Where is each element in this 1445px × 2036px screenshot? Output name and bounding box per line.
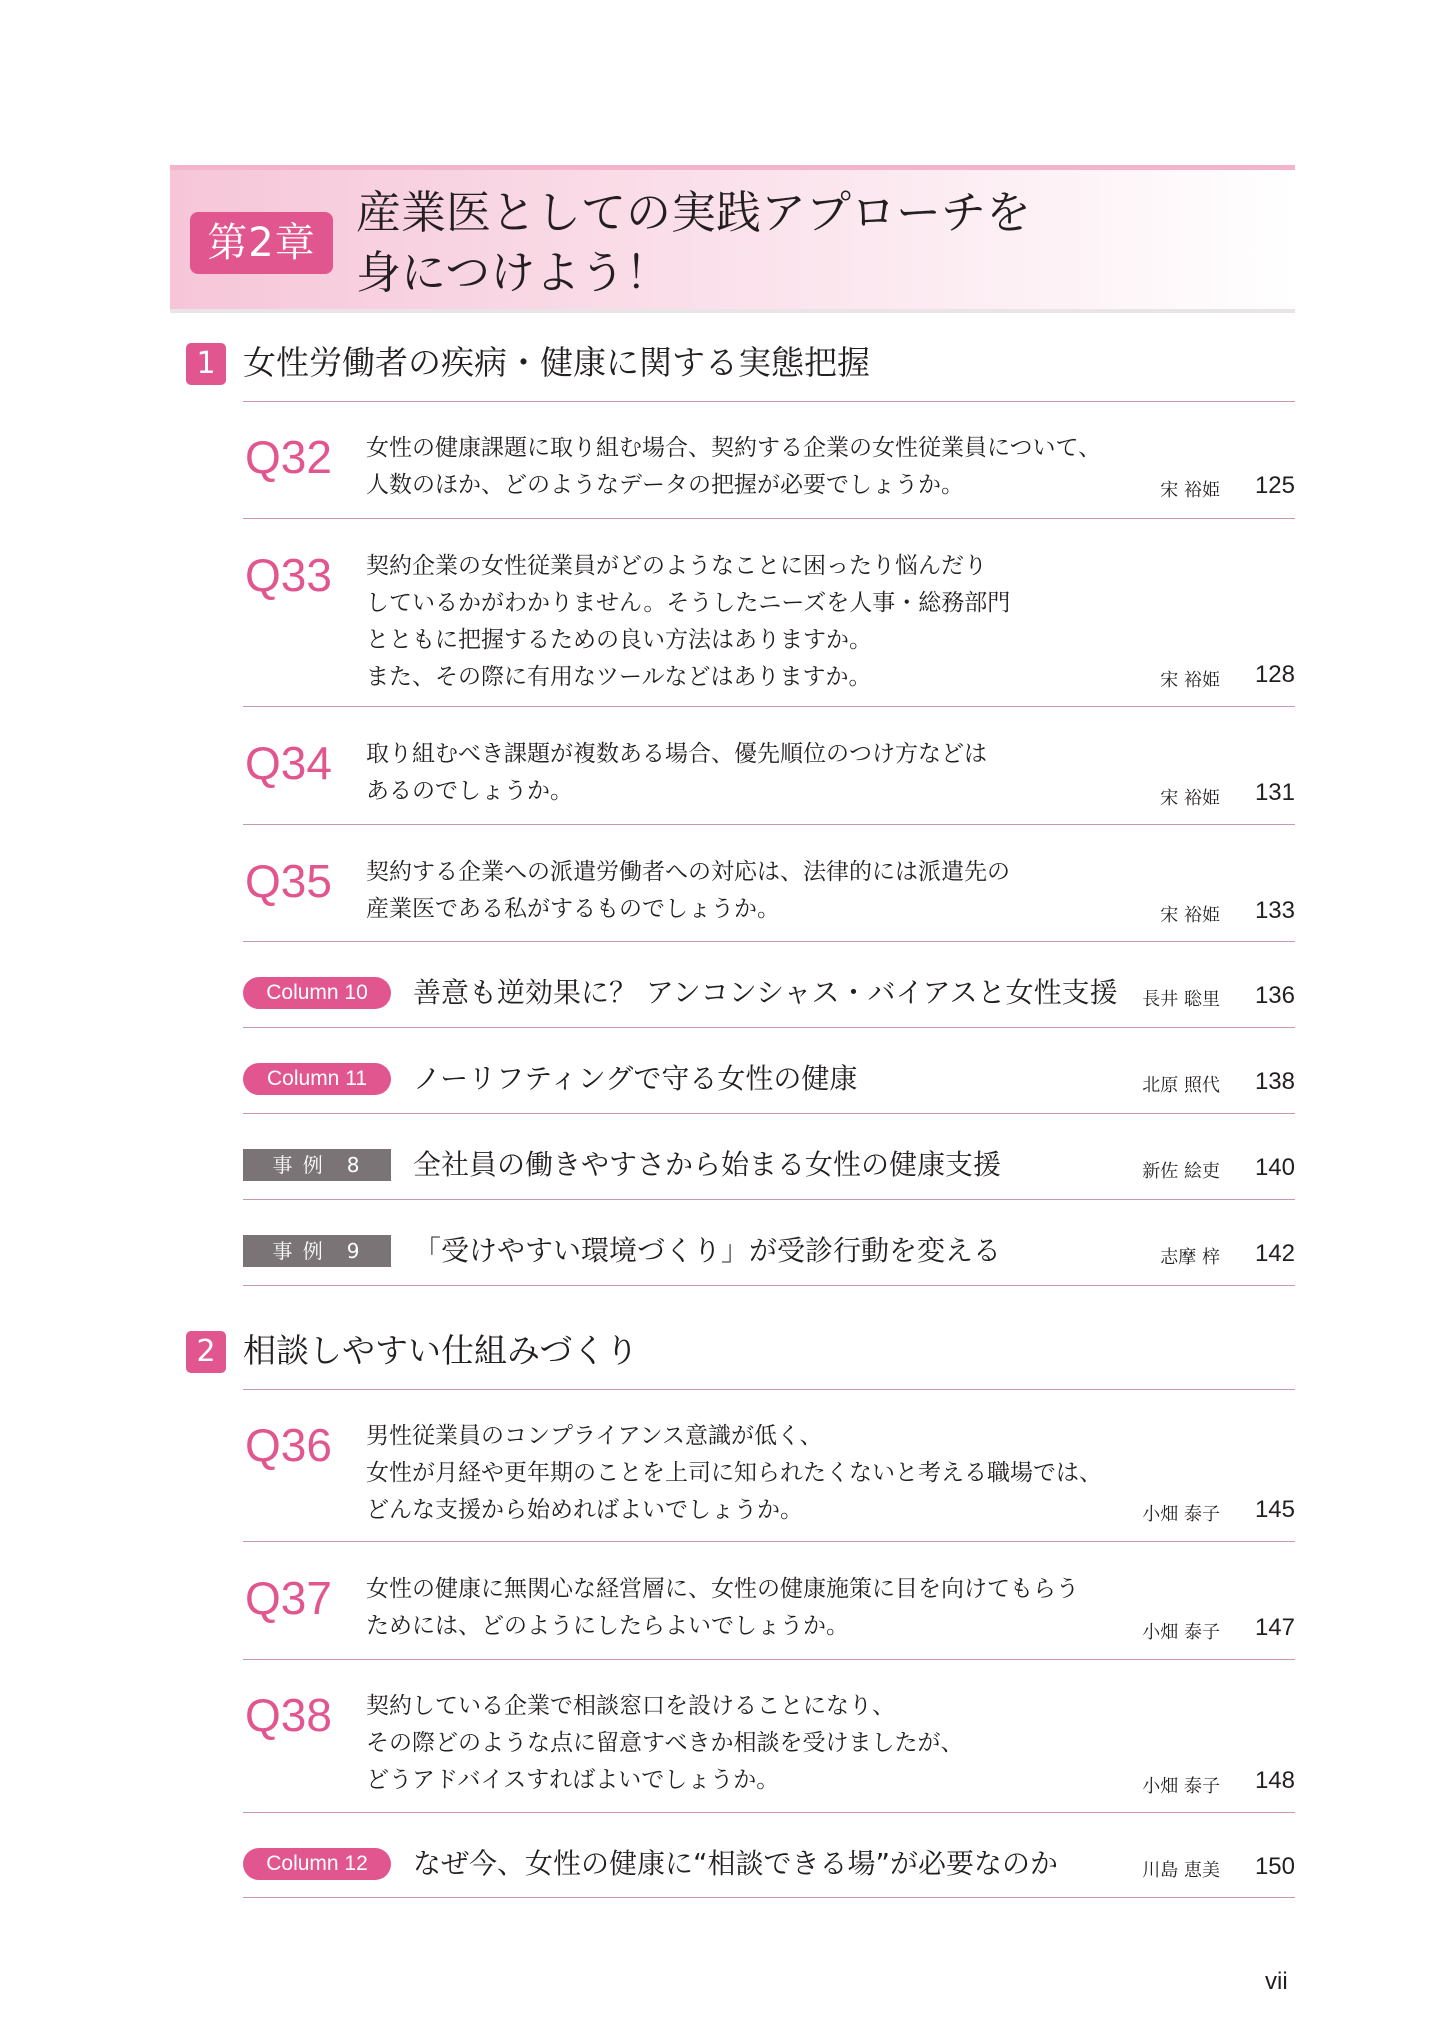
case-badge: 事 例 9 — [243, 1235, 391, 1267]
column-badge: Column 11 — [243, 1063, 391, 1095]
question-text[interactable]: 契約する企業への派遣労働者への対応は、法律的には派遣先の 産業医である私がするものでしょうか。 — [366, 859, 1010, 922]
author: 北原 照代 — [1142, 1075, 1220, 1096]
divider — [243, 1285, 1295, 1286]
chapter-title-line-2: 身につけよう！ — [356, 246, 671, 299]
chapter-title-line-1: 産業医としての実践アプローチを — [356, 186, 1032, 239]
divider — [243, 1812, 1295, 1813]
author: 長井 聡里 — [1142, 989, 1220, 1010]
section-number: 2 — [186, 1331, 226, 1373]
divider — [243, 1897, 1295, 1898]
author: 小畑 泰子 — [1142, 1622, 1220, 1643]
column-badge: Column 10 — [243, 977, 391, 1009]
question-text[interactable]: 女性の健康課題に取り組む場合、契約する企業の女性従業員について、 人数のほか、どのようなデータの把握が必要でしょうか。 — [366, 435, 1102, 498]
page-number[interactable]: 138 — [1254, 1068, 1295, 1095]
page-number[interactable]: 136 — [1254, 982, 1295, 1009]
divider — [243, 1541, 1295, 1542]
author: 宋 裕姫 — [1160, 480, 1220, 501]
question-number: Q35 — [245, 855, 332, 907]
page-number[interactable]: 131 — [1254, 779, 1295, 806]
page-number[interactable]: 142 — [1254, 1240, 1295, 1267]
author: 川島 恵美 — [1142, 1860, 1220, 1881]
entry-title[interactable]: 「受けやすい環境づくり」が受診行動を変える — [413, 1234, 1002, 1267]
chapter-title — [356, 183, 1056, 303]
divider — [243, 518, 1295, 519]
entry-title[interactable]: 全社員の働きやすさから始まる女性の健康支援 — [413, 1148, 1002, 1181]
question-text[interactable]: 契約している企業で相談窓口を設けることになり、 その際どのような点に留意すべきか相談を受けましたが、 どうアドバイスすればよいでしょうか。 — [366, 1693, 964, 1793]
author: 小畑 泰子 — [1142, 1504, 1220, 1525]
page-number[interactable]: 148 — [1254, 1767, 1295, 1794]
divider — [243, 401, 1295, 402]
page-number[interactable]: 145 — [1254, 1496, 1295, 1523]
author: 宋 裕姫 — [1160, 788, 1220, 809]
question-text[interactable]: 取り組むべき課題が複数ある場合、優先順位のつけ方などは あるのでしょうか。 — [366, 741, 987, 804]
page-number[interactable]: 140 — [1254, 1154, 1295, 1181]
chapter-badge: 第2章 — [190, 212, 333, 274]
divider — [243, 1027, 1295, 1028]
divider — [243, 1199, 1295, 1200]
entry-title[interactable]: なぜ今、女性の健康に“相談できる場”が必要なのか — [413, 1847, 1059, 1880]
question-number: Q34 — [245, 737, 332, 789]
section-number: 1 — [186, 343, 226, 385]
page-number[interactable]: 150 — [1254, 1853, 1295, 1880]
divider — [243, 1113, 1295, 1114]
page-number[interactable]: 147 — [1254, 1614, 1295, 1641]
column-badge: Column 12 — [243, 1848, 391, 1880]
divider — [243, 824, 1295, 825]
section-title: 女性労働者の疾病・健康に関する実態把握 — [243, 343, 870, 382]
entry-title[interactable]: ノーリフティングで守る女性の健康 — [413, 1062, 858, 1095]
question-number: Q38 — [245, 1689, 332, 1741]
section-title: 相談しやすい仕組みづくり — [243, 1331, 639, 1370]
author: 新佐 絵吏 — [1142, 1161, 1220, 1182]
page-number[interactable]: 133 — [1254, 897, 1295, 924]
author: 宋 裕姫 — [1160, 670, 1220, 691]
question-text[interactable]: 契約企業の女性従業員がどのようなことに困ったり悩んだり しているかがわかりません。そうしたニーズを人事・総務部門 とともに把握するための良い方法はありますか。 また、その際に有用なツールなどはありますか。 — [366, 553, 1011, 690]
question-number: Q33 — [245, 549, 332, 601]
author: 宋 裕姫 — [1160, 905, 1220, 926]
divider — [243, 941, 1295, 942]
question-text[interactable]: 男性従業員のコンプライアンス意識が低く、 女性が月経や更年期のことを上司に知られたくないと考える職場では、 どんな支援から始めればよいでしょうか。 — [366, 1423, 1102, 1523]
question-number: Q36 — [245, 1419, 332, 1471]
page-number[interactable]: 125 — [1254, 472, 1295, 499]
divider — [243, 1659, 1295, 1660]
divider — [243, 706, 1295, 707]
entry-title[interactable]: 善意も逆効果に？ アンコンシャス・バイアスと女性支援 — [413, 976, 1118, 1009]
question-number: Q32 — [245, 431, 332, 483]
folio-page-number: vii — [1265, 1968, 1288, 1995]
page-number[interactable]: 128 — [1254, 661, 1295, 688]
case-badge: 事 例 8 — [243, 1149, 391, 1181]
divider — [243, 1389, 1295, 1390]
author: 志摩 梓 — [1160, 1247, 1220, 1268]
question-number: Q37 — [245, 1572, 332, 1624]
question-text[interactable]: 女性の健康に無関心な経営層に、女性の健康施策に目を向けてもらう ためには、どのようにしたらよいでしょうか。 — [366, 1576, 1079, 1639]
author: 小畑 泰子 — [1142, 1776, 1220, 1797]
